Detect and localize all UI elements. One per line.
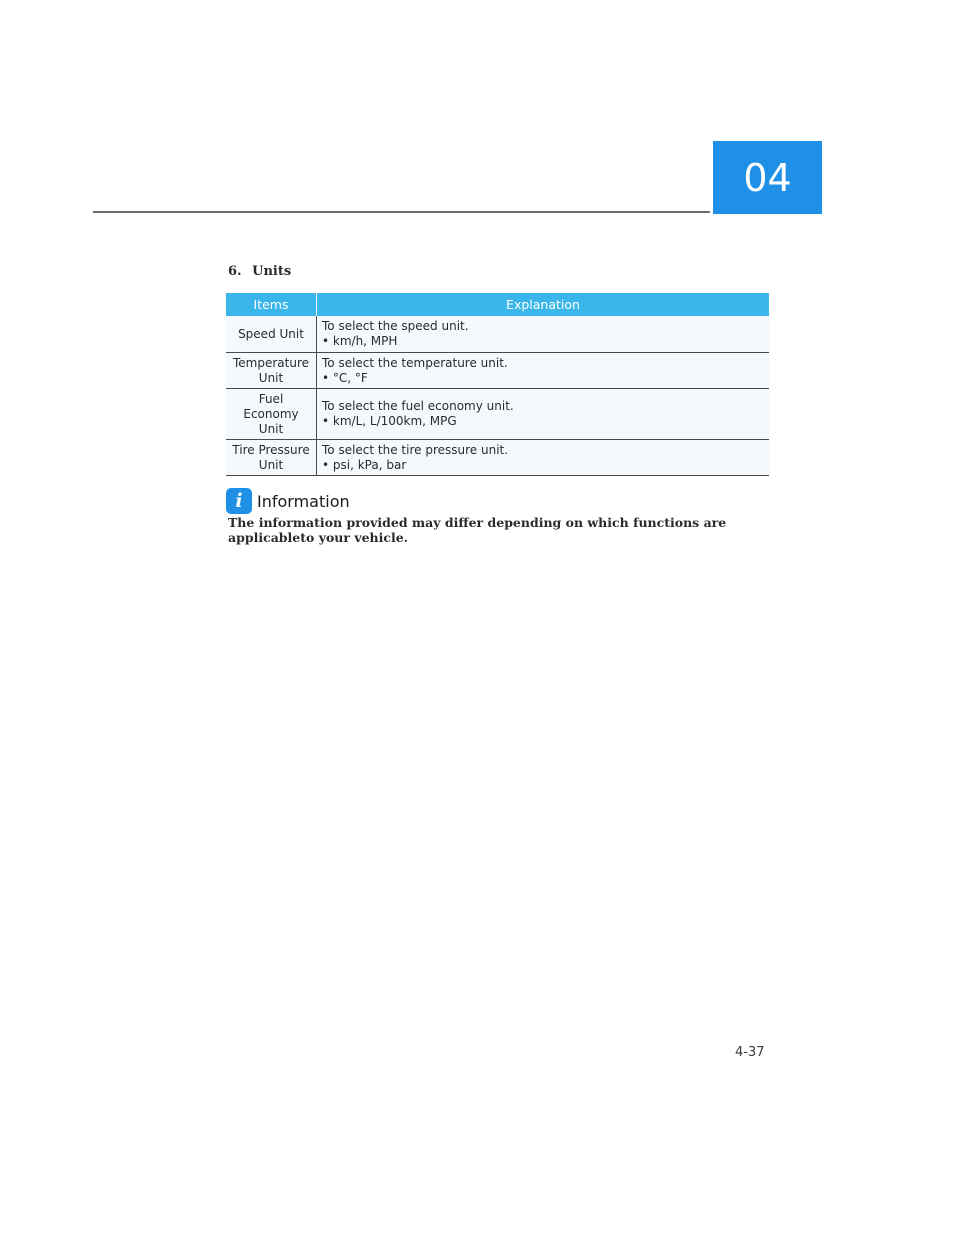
explanation-text: To select the tire pressure unit. xyxy=(322,442,509,457)
information-heading xyxy=(226,488,350,514)
column-header-explanation: Explanation xyxy=(317,293,770,316)
table-row xyxy=(226,440,769,476)
section-heading xyxy=(228,264,291,279)
information-body: The information provided may differ depending on which functions are applicableto your vehicle. xyxy=(228,515,727,545)
section-number: 6. xyxy=(228,264,242,279)
explanation-text: To select the temperature unit. xyxy=(322,355,508,370)
section-title: Units xyxy=(252,264,292,279)
explanation-options: • °C, °F xyxy=(322,370,368,385)
table-row xyxy=(226,353,769,389)
explanation-cell xyxy=(317,389,770,440)
explanation-text: To select the fuel economy unit. xyxy=(322,399,514,413)
item-cell: Tire Pressure Unit xyxy=(226,440,317,476)
header-rule xyxy=(93,211,710,213)
explanation-cell xyxy=(317,316,770,353)
explanation-options: • km/L, L/100km, MPG xyxy=(322,414,457,428)
explanation-cell xyxy=(317,353,770,389)
item-cell: Speed Unit xyxy=(226,316,317,353)
table-row xyxy=(226,316,769,353)
units-table xyxy=(226,293,769,476)
explanation-cell xyxy=(317,440,770,476)
explanation-options: • psi, kPa, bar xyxy=(322,457,407,472)
table-row xyxy=(226,389,769,440)
explanation-options: • km/h, MPH xyxy=(322,334,398,348)
item-cell: Temperature Unit xyxy=(226,353,317,389)
table-header-row xyxy=(226,293,769,316)
information-title: Information xyxy=(257,491,350,511)
item-cell: Fuel Economy Unit xyxy=(226,389,317,440)
column-header-items: Items xyxy=(226,293,317,316)
page-number: 4-37 xyxy=(735,1045,765,1060)
chapter-tab: 04 xyxy=(713,141,822,214)
info-icon: i xyxy=(226,488,252,514)
explanation-text: To select the speed unit. xyxy=(322,319,469,333)
